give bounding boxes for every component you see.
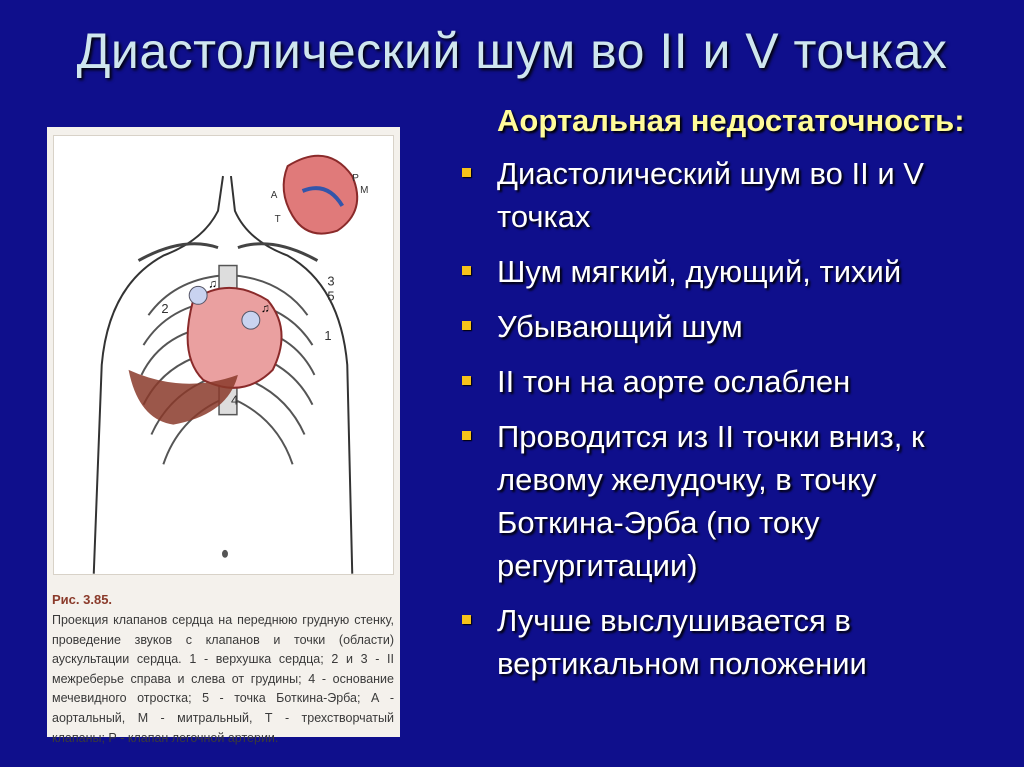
point-number-2: 2 xyxy=(161,301,169,317)
heart-inset xyxy=(271,156,369,234)
bullet-item xyxy=(460,305,1000,348)
bullet-square-icon xyxy=(462,266,471,275)
figure-card xyxy=(47,127,400,745)
bullet-text: Шум мягкий, дующий, тихий xyxy=(497,254,902,289)
point-number-3: 3 xyxy=(327,273,335,289)
bullet-text: II тон на аорте ослаблен xyxy=(497,364,851,399)
bullet-list xyxy=(460,152,1000,685)
slide-title: Диастолический шум во II и V точках xyxy=(76,23,948,79)
bullet-text: Лучше выслушивается в вертикальном положении xyxy=(497,603,867,681)
auscultation-point-3 xyxy=(242,311,260,329)
bullet-text: Проводится из II точки вниз, к левому желудочку, в точку Боткина-Эрба (по току регургитации) xyxy=(497,419,925,583)
music-note-icon: ♫ xyxy=(208,276,218,291)
bullet-item xyxy=(460,152,1000,238)
content-panel xyxy=(460,100,1000,697)
bullet-square-icon xyxy=(462,615,471,624)
section-heading: Аортальная недостаточность: xyxy=(497,103,965,138)
bullet-text: Диастолический шум во II и V точках xyxy=(497,156,924,234)
bullet-item xyxy=(460,415,1000,587)
svg-text:Р: Р xyxy=(352,173,359,185)
auscultation-point-2 xyxy=(189,286,207,304)
svg-text:М: М xyxy=(360,184,369,196)
bullet-square-icon xyxy=(462,431,471,440)
figure-caption: Проекция клапанов сердца на переднюю грудную стенку, проведение звуков с клапанов и точки (области) аускультации сердца. 1 - верхушка сердца; 2 и 3 - II межреберье справа и слева от грудины; 4 - основание мечевидного отростка; 5 - точка Боткина-Эрба; А - аортальный, М - митральный, Т - трехстворчатый клапаны; Р - клапан легочной артерии. xyxy=(52,613,394,745)
point-number-5: 5 xyxy=(327,288,335,304)
svg-text:Т: Т xyxy=(274,213,281,225)
music-note-icon: ♫ xyxy=(260,301,270,316)
bullet-square-icon xyxy=(462,168,471,177)
navel xyxy=(222,550,228,558)
chest-heart-illustration xyxy=(53,135,394,575)
chest-diagram xyxy=(54,136,393,574)
bullet-square-icon xyxy=(462,376,471,385)
point-number-1: 1 xyxy=(324,328,332,344)
svg-text:А: А xyxy=(270,189,278,201)
figure-label: Рис. 3.85. xyxy=(52,592,113,607)
bullet-item xyxy=(460,250,1000,293)
bullet-item xyxy=(460,599,1000,685)
bullet-text: Убывающий шум xyxy=(497,309,743,344)
bullet-square-icon xyxy=(462,321,471,330)
point-number-4: 4 xyxy=(230,392,239,408)
bullet-item xyxy=(460,360,1000,403)
